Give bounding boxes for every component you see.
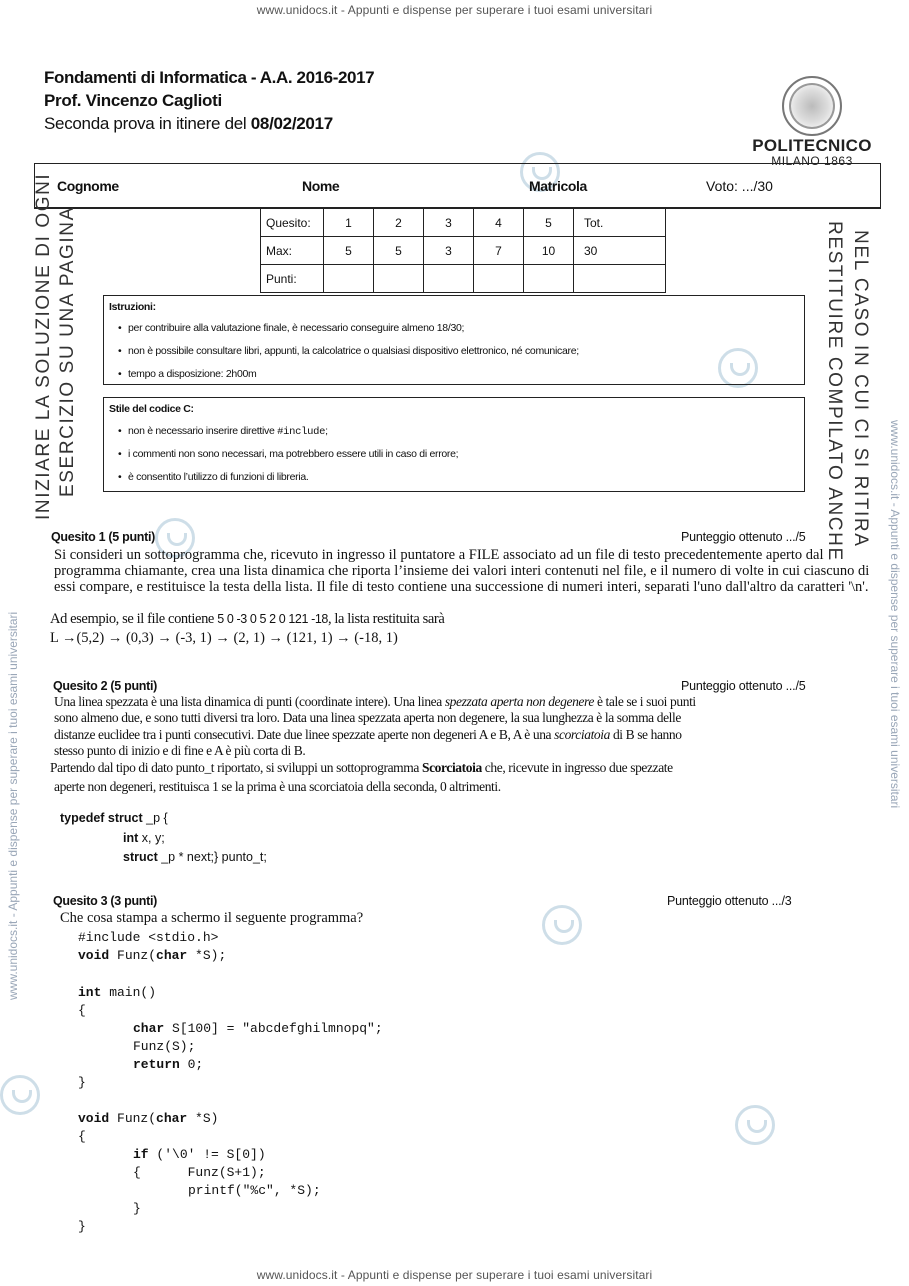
- q3-code-line: {: [78, 1129, 86, 1144]
- q2-line: sono almeno due, e sono tutti diversi tra loro. Data una linea spezzata aperta non degenere, la sua lunghezza è la somma delle: [54, 710, 681, 725]
- instructions-box: [103, 295, 805, 385]
- watermark-logo-icon: [0, 1075, 40, 1115]
- list-item: • i commenti non sono necessari, ma potrebbero essere utili in caso di errore;: [128, 448, 458, 471]
- list-item: • non è necessario inserire direttive #include;: [128, 425, 458, 448]
- logo-name: POLITECNICO: [752, 136, 872, 155]
- code-style-title: Stile del codice C:: [109, 403, 194, 415]
- q3-code-line: if ('\0' != S[0]): [133, 1147, 266, 1162]
- watermark-top: www.unidocs.it - Appunti e dispense per superare i tuoi esami universitari: [256, 3, 653, 17]
- table-cell: 4: [474, 209, 524, 237]
- table-cell: 5: [374, 237, 424, 265]
- professor-name: Prof. Vincenzo Caglioti: [44, 91, 222, 110]
- q2-code-line: struct _p * next;} punto_t;: [123, 850, 267, 864]
- course-title: Fondamenti di Informatica - A.A. 2016-2017: [44, 68, 375, 87]
- table-row: [261, 209, 666, 237]
- points-cell[interactable]: [374, 265, 424, 293]
- q2-line: Una linea spezzata è una lista dinamica di punti (coordinate intere). Una linea spezzata aperta non degenere è tale se i suoi punti: [54, 694, 696, 709]
- q2-code-line: int x, y;: [123, 831, 165, 845]
- q1-example: Ad esempio, se il file contiene 5 0 -3 0 5 2 0 121 -18, la lista restituita sarà: [50, 611, 445, 627]
- q2-code-line: typedef struct _p {: [60, 811, 168, 825]
- table-cell: Quesito:: [261, 209, 324, 237]
- student-info-box: [34, 163, 881, 209]
- q2-line: aperte non degeneri, restituisca 1 se la prima è una scorciatoia della seconda, 0 altrimenti.: [54, 779, 501, 794]
- watermark-side-right: www.unidocs.it - Appunti e dispense per superare i tuoi esami universitari: [888, 420, 902, 809]
- table-cell: 10: [524, 237, 574, 265]
- q3-score: Punteggio ottenuto .../3: [667, 894, 792, 908]
- list-item: • tempo a disposizione: 2h00m: [128, 368, 579, 391]
- points-cell[interactable]: [524, 265, 574, 293]
- table-cell: Punti:: [261, 265, 324, 293]
- table-row: [261, 265, 666, 293]
- q3-code-line: {: [78, 1003, 86, 1018]
- q3-code-line: void Funz(char *S);: [78, 948, 227, 963]
- table-cell: 5: [524, 209, 574, 237]
- q3-code-line: Funz(S);: [133, 1039, 196, 1054]
- q1-list: L →(5,2) → (0,3) → (-3, 1) → (2, 1) → (121, 1) → (-18, 1): [50, 630, 398, 646]
- logo-subtitle: MILANO 1863: [771, 154, 853, 168]
- exam-title: Seconda prova in itinere del 08/02/2017: [44, 114, 333, 133]
- q2-title: Quesito 2 (5 punti): [53, 679, 158, 693]
- side-note-left-1: INIZIARE LA SOLUZIONE DI OGNI: [33, 172, 54, 520]
- q1-score: Punteggio ottenuto .../5: [681, 530, 806, 544]
- table-cell: 7: [474, 237, 524, 265]
- nome-label: Nome: [302, 178, 340, 194]
- cognome-label: Cognome: [57, 178, 119, 194]
- watermark-bottom: www.unidocs.it - Appunti e dispense per superare i tuoi esami universitari: [256, 1268, 653, 1282]
- points-cell[interactable]: [324, 265, 374, 293]
- side-note-right-1: RESTITUIRE COMPILATO ANCHE: [824, 221, 845, 562]
- q2-line: stesso punto di inizio e di fine e A è più corta di B.: [54, 743, 306, 758]
- q2-score: Punteggio ottenuto .../5: [681, 679, 806, 693]
- side-note-right-2: NEL CASO IN CUI CI SI RITIRA: [850, 230, 871, 548]
- list-item: • è consentito l’utilizzo di funzioni di libreria.: [128, 471, 458, 494]
- matricola-label: Matricola: [529, 178, 587, 194]
- university-seal-icon: [782, 76, 842, 136]
- exam-date: 08/02/2017: [250, 114, 333, 133]
- watermark-side-left: www.unidocs.it - Appunti e dispense per superare i tuoi esami universitari: [6, 611, 20, 1000]
- q3-code-line: int main(): [78, 985, 157, 1000]
- table-cell: Max:: [261, 237, 324, 265]
- table-row: [261, 237, 666, 265]
- table-cell: 2: [374, 209, 424, 237]
- q3-code-line: }: [78, 1219, 86, 1234]
- instructions-title: Istruzioni:: [109, 301, 156, 313]
- q3-title: Quesito 3 (3 punti): [53, 894, 158, 908]
- watermark-logo-icon: [735, 1105, 775, 1145]
- table-cell: 30: [574, 237, 666, 265]
- list-item: • non è possibile consultare libri, appunti, la calcolatrice o qualsiasi dispositivo elettronico, né comunicare;: [128, 345, 579, 368]
- q3-code-line: #include <stdio.h>: [78, 930, 219, 945]
- score-table: [260, 208, 666, 293]
- voto-label: Voto: .../30: [706, 178, 773, 194]
- q3-code-line: printf("%c", *S);: [188, 1183, 321, 1198]
- table-cell: 5: [324, 237, 374, 265]
- table-cell: 3: [424, 209, 474, 237]
- politecnico-logo: [742, 76, 882, 168]
- q3-code-line: char S[100] = "abcdefghilmnopq";: [133, 1021, 383, 1036]
- table-cell: Tot.: [574, 209, 666, 237]
- table-cell: 3: [424, 237, 474, 265]
- points-cell[interactable]: [574, 265, 666, 293]
- q3-code-line: { Funz(S+1);: [133, 1165, 266, 1180]
- q3-question: Che cosa stampa a schermo il seguente programma?: [60, 910, 364, 926]
- side-note-left-2: ESERCIZIO SU UNA PAGINA: [57, 206, 78, 497]
- q2-line: Partendo dal tipo di dato punto_t riportato, si sviluppi un sottoprogramma Scorciatoia che, ricevute in ingresso due spezzate: [50, 760, 673, 775]
- points-cell[interactable]: [424, 265, 474, 293]
- q3-code-line: void Funz(char *S): [78, 1111, 219, 1126]
- code-style-box: [103, 397, 805, 492]
- q1-title: Quesito 1 (5 punti): [51, 530, 156, 544]
- q2-line: distanze euclidee tra i punti consecutivi. Date due linee spezzate aperte non degeneri A e B, A è una scorciatoia di B se hanno: [54, 727, 682, 742]
- q3-code-line: }: [78, 1075, 86, 1090]
- q1-body: Si consideri un sottoprogramma che, ricevuto in ingresso il puntatore a FILE associato ad un file di testo precedentemente aperto dal programma chiamante, crea una lista dinamica che riporta l’insieme dei valori interi contenuti nel file, e il numero di volte in cui ciascuno di essi compare, e restituisce la testa della lista. Il file di testo contiene una successione di numeri interi, separati l'uno dall'altro da caratteri '\n'.: [54, 547, 870, 595]
- points-cell[interactable]: [474, 265, 524, 293]
- watermark-logo-icon: [542, 905, 582, 945]
- list-item: • per contribuire alla valutazione finale, è necessario conseguire almeno 18/30;: [128, 322, 579, 345]
- q3-code-line: }: [133, 1201, 141, 1216]
- q3-code-line: return 0;: [133, 1057, 204, 1072]
- table-cell: 1: [324, 209, 374, 237]
